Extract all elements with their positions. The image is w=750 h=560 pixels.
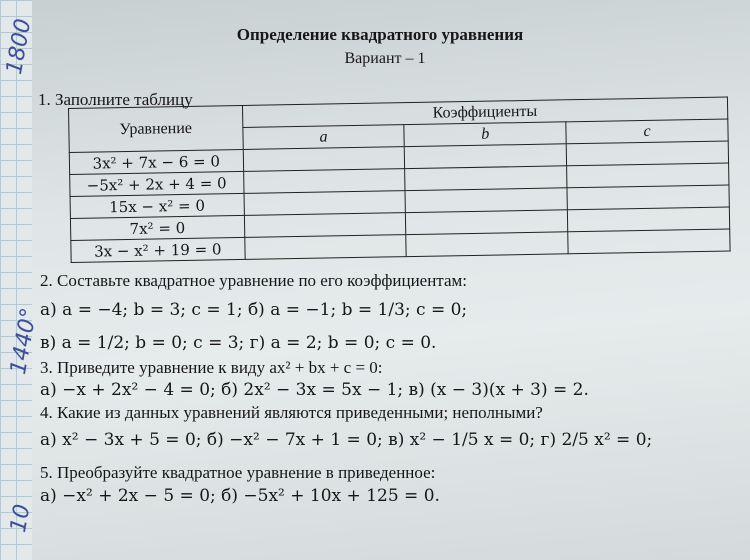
equation-cell: −5x² + 2x + 4 = 0 [70,171,244,196]
coefficients-table [68,96,731,262]
answer-cell-b[interactable] [406,210,568,235]
equation-cell: 15x − x² = 0 [70,193,244,218]
task1-label: 1. Заполните таблицу [38,90,193,109]
answer-cell-c[interactable] [566,141,728,166]
equation-cell: 3x − x² + 19 = 0 [71,237,245,262]
answer-cell-a[interactable] [243,147,405,172]
handwritten-note-middle: 1440° [6,306,43,377]
equation-cell: 3x² + 7x − 6 = 0 [69,149,243,174]
task5-label: 5. Преобразуйте квадратное уравнение в приведенное: [40,463,436,482]
column-header-b: b [404,122,566,147]
worksheet-title: Определение квадратного уравнения [236,25,524,44]
answer-cell-c[interactable] [568,229,730,254]
task2-label: 2. Составьте квадратное уравнение по его коэффициентам: [40,271,467,290]
answer-cell-c[interactable] [567,163,729,188]
answer-cell-a[interactable] [244,213,406,238]
task2-line2: в) a = 1/2; b = 0; c = 3; г) a = 2; b = 0; c = 0. [40,333,437,353]
column-header-c: c [566,119,728,144]
task3-line1: а) −x + 2x² − 4 = 0; б) 2x² − 3x = 5x − 1; в) (x − 3)(x + 3) = 2. [40,380,589,400]
task3-label: 3. Приведите уравнение к виду ax² + bx + c = 0: [40,358,383,377]
answer-cell-b[interactable] [406,232,568,257]
equation-cell: 7x² = 0 [70,215,244,240]
answer-cell-b[interactable] [405,144,567,169]
answer-cell-b[interactable] [405,188,567,213]
answer-cell-a[interactable] [243,169,405,194]
column-header-coefficients: Коэффициенты [242,97,728,127]
handwritten-note-bottom: 10 [6,502,36,535]
task4-line1: а) x² − 3x + 5 = 0; б) −x² − 7x + 1 = 0; в) x² − 1/5 x = 0; г) 2/5 x² = 0; [40,430,653,450]
column-header-equation: Уравнение [69,105,243,152]
answer-cell-a[interactable] [244,235,406,260]
column-header-a: a [242,125,404,150]
handwritten-note-top: 1800 [2,16,37,77]
task5-line1: а) −x² + 2x − 5 = 0; б) −5x² + 10x + 125 = 0. [40,486,440,506]
answer-cell-c[interactable] [568,207,730,232]
answer-cell-c[interactable] [567,185,729,210]
answer-cell-a[interactable] [244,191,406,216]
notebook-grid-strip [0,0,32,560]
task4-label: 4. Какие из данных уравнений являются приведенными; неполными? [40,403,543,422]
answer-cell-b[interactable] [405,166,567,191]
task2-line1: а) a = −4; b = 3; c = 1; б) a = −1; b = 1/3; c = 0; [40,300,468,320]
variant-label: Вариант – 1 [344,50,426,67]
